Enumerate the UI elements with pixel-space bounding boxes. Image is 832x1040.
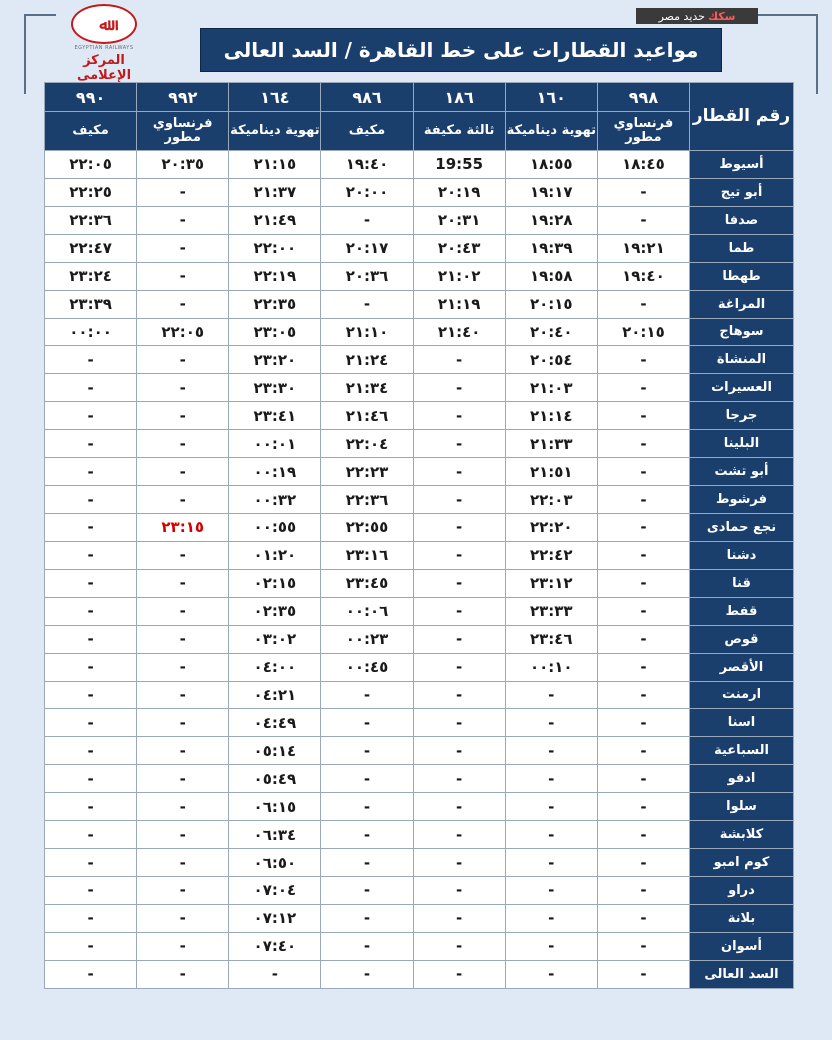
time-cell: -: [45, 513, 137, 541]
time-cell: ٢١:٢٤: [321, 346, 413, 374]
time-cell: ٠٢:٣٥: [229, 597, 321, 625]
time-cell: -: [321, 849, 413, 877]
time-cell: ٢١:١٥: [229, 151, 321, 179]
table-row: [45, 178, 794, 206]
train-number-header: ١٨٦: [413, 83, 505, 112]
time-cell: -: [137, 625, 229, 653]
time-cell: -: [597, 625, 689, 653]
time-cell: ٢١:٠٣: [505, 374, 597, 402]
time-cell: ٠٢:١٥: [229, 569, 321, 597]
time-cell: -: [413, 709, 505, 737]
frame-corner: [756, 14, 818, 16]
station-name: قنا: [690, 569, 794, 597]
train-number-header: ٩٩٢: [137, 83, 229, 112]
train-number-header: ٩٩٨: [597, 83, 689, 112]
time-cell: -: [137, 206, 229, 234]
station-name: ادفو: [690, 765, 794, 793]
railway-logo-icon: ﷲ: [71, 4, 137, 44]
time-cell: -: [45, 737, 137, 765]
time-cell: ٢٠:١٥: [505, 290, 597, 318]
station-name: السباعية: [690, 737, 794, 765]
train-type-header: تهوية ديناميكة: [505, 112, 597, 151]
time-cell: ٠٠:٢٣: [321, 625, 413, 653]
time-cell: -: [45, 849, 137, 877]
time-cell: ٢١:٣٧: [229, 178, 321, 206]
time-cell: ٢١:٠٢: [413, 262, 505, 290]
train-number-header: ٩٨٦: [321, 83, 413, 112]
station-name: المنشاة: [690, 346, 794, 374]
table-row: [45, 374, 794, 402]
time-cell: ٢٠:١٩: [413, 178, 505, 206]
time-cell: -: [505, 737, 597, 765]
time-cell: -: [505, 876, 597, 904]
time-cell: -: [321, 821, 413, 849]
time-cell: -: [597, 709, 689, 737]
time-cell: -: [137, 234, 229, 262]
table-row: [45, 402, 794, 430]
time-cell: -: [321, 206, 413, 234]
time-cell: -: [45, 765, 137, 793]
time-cell: -: [137, 458, 229, 486]
time-cell: ٠٧:١٢: [229, 904, 321, 932]
time-cell: -: [413, 765, 505, 793]
time-cell: -: [597, 876, 689, 904]
time-cell: ٢٣:١٦: [321, 541, 413, 569]
time-cell: -: [597, 346, 689, 374]
time-cell: -: [45, 597, 137, 625]
time-cell: ٢٢:٠٥: [137, 318, 229, 346]
time-cell: -: [137, 709, 229, 737]
time-cell: -: [413, 960, 505, 988]
time-cell: ٢٢:١٩: [229, 262, 321, 290]
time-cell: -: [321, 709, 413, 737]
time-cell: ٠٦:٣٤: [229, 821, 321, 849]
station-name: أسيوط: [690, 151, 794, 179]
train-number-header: ١٦٠: [505, 83, 597, 112]
time-cell: ٢٣:٤٦: [505, 625, 597, 653]
table-row: [45, 486, 794, 514]
time-cell: ٠٤:٢١: [229, 681, 321, 709]
time-cell: ٢١:٤٦: [321, 402, 413, 430]
time-cell: -: [413, 374, 505, 402]
station-name: أبو تشت: [690, 458, 794, 486]
time-cell: -: [45, 960, 137, 988]
station-name: جرجا: [690, 402, 794, 430]
time-cell: -: [413, 486, 505, 514]
time-cell: -: [137, 262, 229, 290]
time-cell: ٢٠:٥٤: [505, 346, 597, 374]
time-cell: ٢٣:٤٥: [321, 569, 413, 597]
time-cell: ٢٢:٢٠: [505, 513, 597, 541]
time-cell: -: [45, 430, 137, 458]
station-name: فرشوط: [690, 486, 794, 514]
station-name: طهطا: [690, 262, 794, 290]
time-cell: ٢١:١٠: [321, 318, 413, 346]
time-cell: ١٩:١٧: [505, 178, 597, 206]
time-cell: ٢٢:٠٥: [45, 151, 137, 179]
station-name: دراو: [690, 876, 794, 904]
time-cell: -: [45, 374, 137, 402]
time-cell: ٢١:١٤: [505, 402, 597, 430]
time-cell: ٠٦:٥٠: [229, 849, 321, 877]
station-name: قوص: [690, 625, 794, 653]
time-cell: -: [137, 821, 229, 849]
time-cell: -: [137, 290, 229, 318]
station-name: المراغة: [690, 290, 794, 318]
time-cell: ٢٠:٣٥: [137, 151, 229, 179]
table-row: [45, 849, 794, 877]
time-cell: -: [413, 541, 505, 569]
station-name: طما: [690, 234, 794, 262]
time-cell: -: [505, 821, 597, 849]
train-type-header: مكيف: [45, 112, 137, 151]
station-name: دشنا: [690, 541, 794, 569]
time-cell: -: [137, 876, 229, 904]
time-cell: -: [413, 402, 505, 430]
time-cell: -: [413, 597, 505, 625]
time-cell: -: [413, 793, 505, 821]
station-name: كوم امبو: [690, 849, 794, 877]
time-cell: -: [413, 513, 505, 541]
time-cell: -: [137, 486, 229, 514]
time-cell: -: [45, 541, 137, 569]
time-cell: ٢٣:٢٠: [229, 346, 321, 374]
time-cell: -: [137, 904, 229, 932]
time-cell: ١٩:٣٩: [505, 234, 597, 262]
time-cell: -: [597, 821, 689, 849]
time-cell: -: [597, 569, 689, 597]
time-cell: -: [597, 737, 689, 765]
time-cell: -: [597, 178, 689, 206]
time-cell: ٠١:٢٠: [229, 541, 321, 569]
time-cell: ٢١:٥١: [505, 458, 597, 486]
time-cell: -: [413, 569, 505, 597]
brand-part2: حديد مصر: [658, 9, 705, 23]
time-cell: -: [505, 904, 597, 932]
time-cell: ٠٥:١٤: [229, 737, 321, 765]
time-cell: ٢١:٣٣: [505, 430, 597, 458]
time-cell: -: [597, 486, 689, 514]
time-cell: ١٩:٤٠: [597, 262, 689, 290]
time-cell: -: [229, 960, 321, 988]
time-cell: -: [505, 960, 597, 988]
time-cell: -: [137, 849, 229, 877]
table-row: [45, 709, 794, 737]
time-cell: ٢٢:٢٣: [321, 458, 413, 486]
time-cell: -: [597, 653, 689, 681]
time-cell: -: [413, 932, 505, 960]
time-cell: -: [137, 541, 229, 569]
time-cell: ٠٠:١٠: [505, 653, 597, 681]
time-cell: -: [137, 597, 229, 625]
train-type-header: تهوية ديناميكة: [229, 112, 321, 151]
table-row: [45, 346, 794, 374]
time-cell: ٢٣:٣٠: [229, 374, 321, 402]
table-row: [45, 904, 794, 932]
time-cell: ٢٠:٠٠: [321, 178, 413, 206]
time-cell: ٠٧:٤٠: [229, 932, 321, 960]
station-name: ارمنت: [690, 681, 794, 709]
time-cell: ٠٠:٠٦: [321, 597, 413, 625]
time-cell: -: [321, 904, 413, 932]
time-cell: -: [45, 681, 137, 709]
time-cell: ٢٠:٤٣: [413, 234, 505, 262]
table-row: [45, 932, 794, 960]
time-cell: -: [413, 430, 505, 458]
time-cell: ١٩:٢١: [597, 234, 689, 262]
time-cell: -: [413, 625, 505, 653]
time-cell: -: [137, 737, 229, 765]
time-cell: -: [597, 932, 689, 960]
table-row: [45, 653, 794, 681]
time-cell: -: [45, 904, 137, 932]
time-cell: ٢٠:٤٠: [505, 318, 597, 346]
time-cell: ٠٦:١٥: [229, 793, 321, 821]
time-cell: ٢٢:٠٣: [505, 486, 597, 514]
time-cell: -: [45, 346, 137, 374]
table-row: [45, 151, 794, 179]
time-cell: -: [45, 569, 137, 597]
time-cell: -: [45, 876, 137, 904]
time-cell: -: [321, 876, 413, 904]
brand-part1: سكك: [707, 9, 736, 23]
table-row: [45, 793, 794, 821]
time-cell: ٢٢:٣٦: [45, 206, 137, 234]
time-cell: -: [413, 737, 505, 765]
table-row: [45, 262, 794, 290]
time-cell: -: [597, 541, 689, 569]
time-cell: ٢١:١٩: [413, 290, 505, 318]
time-cell: -: [45, 458, 137, 486]
time-cell: ٠٤:٠٠: [229, 653, 321, 681]
time-cell: -: [321, 765, 413, 793]
brand-bar: [636, 8, 758, 24]
station-name: قفط: [690, 597, 794, 625]
train-type-header: فرنساوي مطور: [137, 112, 229, 151]
time-cell: -: [45, 793, 137, 821]
time-cell: -: [45, 653, 137, 681]
time-cell: -: [413, 346, 505, 374]
time-cell: -: [321, 681, 413, 709]
time-cell: -: [597, 430, 689, 458]
page-title-text: مواعيد القطارات على خط القاهرة / السد العالى: [223, 38, 699, 62]
time-cell: ٢٣:٣٩: [45, 290, 137, 318]
time-cell: ٢٢:٤٢: [505, 541, 597, 569]
logo-text: المركز الإعلامى: [76, 53, 132, 83]
time-cell: -: [505, 765, 597, 793]
time-cell: ٢٠:٣١: [413, 206, 505, 234]
time-cell: -: [505, 681, 597, 709]
time-cell: -: [597, 374, 689, 402]
time-cell: -: [413, 904, 505, 932]
time-cell: ٢٣:٢٤: [45, 262, 137, 290]
table-row: [45, 960, 794, 988]
time-cell: -: [505, 932, 597, 960]
table-row: [45, 597, 794, 625]
time-cell: -: [597, 765, 689, 793]
time-cell: ٠٠:٤٥: [321, 653, 413, 681]
time-cell: -: [321, 960, 413, 988]
time-cell: -: [597, 402, 689, 430]
table-row: [45, 513, 794, 541]
time-cell: -: [137, 765, 229, 793]
time-cell: -: [137, 960, 229, 988]
train-number-header: ١٦٤: [229, 83, 321, 112]
time-cell: ٢١:٣٤: [321, 374, 413, 402]
time-cell: -: [597, 458, 689, 486]
station-name: سوهاج: [690, 318, 794, 346]
time-cell: ٢٢:٠٠: [229, 234, 321, 262]
table-row: [45, 206, 794, 234]
time-cell: ٢١:٤٩: [229, 206, 321, 234]
time-cell: -: [413, 821, 505, 849]
time-cell: -: [413, 876, 505, 904]
page-title: [200, 28, 722, 72]
time-cell: ٠٤:٤٩: [229, 709, 321, 737]
table-row: [45, 290, 794, 318]
time-cell: -: [597, 597, 689, 625]
time-cell: ٢٢:٣٦: [321, 486, 413, 514]
table-row: [45, 318, 794, 346]
table-row: [45, 458, 794, 486]
time-cell: -: [137, 932, 229, 960]
table-row: [45, 625, 794, 653]
time-cell: ٢٢:٠٤: [321, 430, 413, 458]
time-cell: -: [321, 793, 413, 821]
time-cell: ٢٣:٠٥: [229, 318, 321, 346]
train-type-header: فرنساوي مطور: [597, 112, 689, 151]
station-name: بلانة: [690, 904, 794, 932]
frame-corner: [816, 14, 818, 94]
time-cell: -: [137, 653, 229, 681]
time-cell: ٢٢:٢٥: [45, 178, 137, 206]
time-cell: -: [597, 849, 689, 877]
table-row: [45, 737, 794, 765]
time-cell: -: [45, 932, 137, 960]
time-cell: ٠٠:٠٠: [45, 318, 137, 346]
media-center-logo: [58, 4, 150, 83]
time-cell: -: [45, 625, 137, 653]
time-cell: ٢٠:١٥: [597, 318, 689, 346]
time-cell: ٢٢:٣٥: [229, 290, 321, 318]
table-row: [45, 430, 794, 458]
table-row: [45, 681, 794, 709]
time-cell: ٢٠:٣٦: [321, 262, 413, 290]
frame-corner: [24, 14, 56, 16]
time-cell: ٢٣:١٥: [137, 513, 229, 541]
station-name: أسوان: [690, 932, 794, 960]
time-cell: -: [137, 346, 229, 374]
time-cell: ٠٧:٠٤: [229, 876, 321, 904]
train-number-header: ٩٩٠: [45, 83, 137, 112]
time-cell: -: [45, 821, 137, 849]
time-cell: ١٨:٤٥: [597, 151, 689, 179]
time-cell: -: [137, 681, 229, 709]
table-row: [45, 876, 794, 904]
time-cell: ٢٣:٣٣: [505, 597, 597, 625]
time-cell: -: [505, 849, 597, 877]
station-name: السد العالى: [690, 960, 794, 988]
train-type-header: ثالثة مكيفة: [413, 112, 505, 151]
train-type-header: مكيف: [321, 112, 413, 151]
table-row: [45, 541, 794, 569]
time-cell: ٢٣:١٢: [505, 569, 597, 597]
time-cell: -: [137, 793, 229, 821]
time-cell: ٠٠:١٩: [229, 458, 321, 486]
time-cell: -: [597, 681, 689, 709]
time-cell: ٠٠:٥٥: [229, 513, 321, 541]
time-cell: ٢٢:٥٥: [321, 513, 413, 541]
time-cell: ٠٥:٤٩: [229, 765, 321, 793]
station-name: اسنا: [690, 709, 794, 737]
time-cell: ٢٠:١٧: [321, 234, 413, 262]
time-cell: -: [321, 932, 413, 960]
time-cell: 19:55: [413, 151, 505, 179]
time-cell: -: [413, 849, 505, 877]
time-cell: -: [597, 793, 689, 821]
time-cell: ٢٢:٤٧: [45, 234, 137, 262]
time-cell: -: [45, 486, 137, 514]
time-cell: ٢٣:٤١: [229, 402, 321, 430]
timetable: [44, 82, 794, 989]
station-name: سلوا: [690, 793, 794, 821]
time-cell: -: [505, 709, 597, 737]
time-cell: ١٨:٥٥: [505, 151, 597, 179]
time-cell: -: [137, 178, 229, 206]
time-cell: ٢١:٤٠: [413, 318, 505, 346]
time-cell: -: [137, 569, 229, 597]
time-cell: -: [597, 960, 689, 988]
logo-subtitle: EGYPTIAN RAILWAYS: [74, 45, 134, 51]
time-cell: ١٩:٥٨: [505, 262, 597, 290]
time-cell: -: [321, 737, 413, 765]
time-cell: -: [137, 402, 229, 430]
time-cell: -: [137, 430, 229, 458]
time-cell: -: [597, 206, 689, 234]
table-row: [45, 821, 794, 849]
time-cell: -: [505, 793, 597, 821]
frame-corner: [24, 14, 26, 94]
time-cell: -: [45, 402, 137, 430]
time-cell: ١٩:٤٠: [321, 151, 413, 179]
time-cell: -: [597, 513, 689, 541]
time-cell: -: [413, 653, 505, 681]
time-cell: ١٩:٢٨: [505, 206, 597, 234]
station-name: نجع حمادى: [690, 513, 794, 541]
station-name: أبو تيج: [690, 178, 794, 206]
table-row: [45, 765, 794, 793]
time-cell: -: [137, 374, 229, 402]
corner-header: رقم القطار: [690, 83, 794, 151]
station-name: صدفا: [690, 206, 794, 234]
station-name: الأقصر: [690, 653, 794, 681]
station-name: كلابشة: [690, 821, 794, 849]
time-cell: -: [597, 904, 689, 932]
station-name: العسيرات: [690, 374, 794, 402]
time-cell: -: [413, 458, 505, 486]
time-cell: ٠٠:٠١: [229, 430, 321, 458]
time-cell: ٠٠:٣٢: [229, 486, 321, 514]
table-row: [45, 234, 794, 262]
time-cell: -: [413, 681, 505, 709]
table-row: [45, 569, 794, 597]
time-cell: -: [321, 290, 413, 318]
time-cell: ٠٣:٠٢: [229, 625, 321, 653]
time-cell: -: [45, 709, 137, 737]
time-cell: -: [597, 290, 689, 318]
station-name: البلينا: [690, 430, 794, 458]
